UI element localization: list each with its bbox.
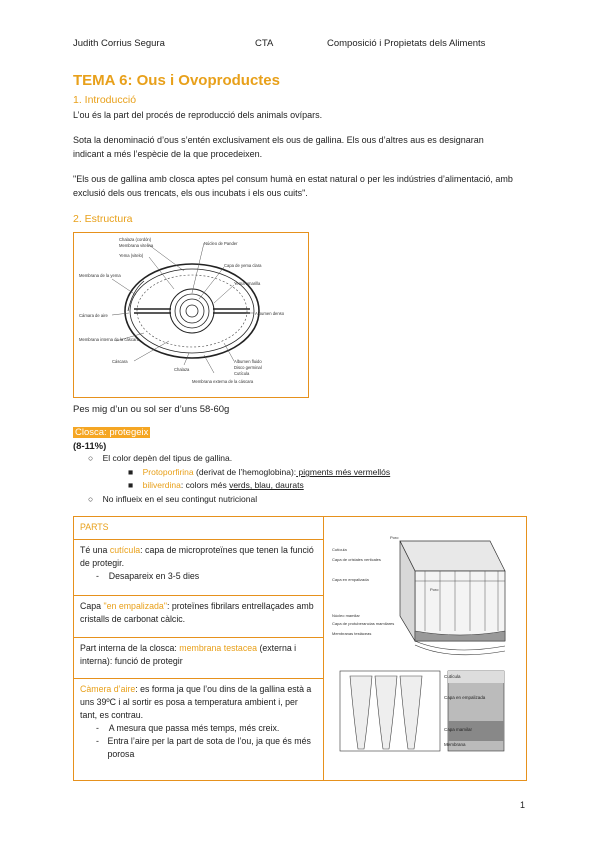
shell-label-i: Cutícula — [444, 674, 461, 679]
r3-text-a: Part interna de la closca: — [80, 642, 180, 653]
cuticula-term: cutícula — [109, 545, 141, 555]
parts-row-empalizada — [74, 596, 324, 637]
r1-text-a: Té una — [80, 545, 110, 555]
parts-header-cell — [74, 517, 324, 540]
closca-percentage: (8-11%) — [73, 441, 107, 452]
empalizada-term: "en empalizada" — [103, 601, 167, 612]
fig-label-12: Membrana externa de la cáscara — [192, 379, 254, 384]
protoporfirina-underline: pigments més vermellós — [296, 467, 391, 477]
membrana-term: membrana testacea — [179, 642, 258, 653]
closca-highlight: Closca: protegeix — [75, 427, 149, 438]
shell-image-cell — [324, 517, 527, 781]
header-author: Judith Corrius Segura — [73, 38, 165, 49]
parts-header: PARTS — [80, 522, 109, 532]
page-title: TEMA 6: Ous i Ovoproductes — [73, 72, 280, 89]
shell-structure-diagram — [330, 521, 510, 761]
fig-label-6: Yema amarilla — [234, 281, 261, 286]
shell-label-h: Membranas testáceas — [332, 631, 372, 636]
fig-label-1: Chalaza (cordón) — [119, 237, 152, 242]
page-number: 1 — [520, 800, 526, 810]
r2-text-b: : proteïnes fibrilars entrellaçades amb cristalls de carbonat càlcic. — [80, 601, 314, 625]
fig-label-5: Capa de yema clara — [224, 263, 262, 268]
fig-label-2: Membrana vitelina — [119, 243, 154, 248]
r4-sub1: A mesura que passa més temps, més creix. — [108, 722, 280, 733]
r2-text-a: Capa — [80, 601, 104, 612]
bullet-nutrition: ○ No influeix en el seu contingut nutricional — [88, 494, 258, 504]
header-topic: Composició i Propietats dels Aliments — [327, 38, 486, 49]
egg-structure-figure — [73, 232, 309, 398]
shell-label-f: Núcleo mamilar — [332, 613, 360, 618]
shell-label-b: Cutícula — [332, 547, 347, 552]
biliverdina-underline: verds, blau, daurats — [229, 480, 304, 490]
fig-label-15: Disco germinal — [234, 365, 262, 370]
fig-label-10: Membrana interna de la cáscara — [79, 337, 140, 342]
intro-paragraph-3: "Els ous de gallina amb closca aptes pel consum humà en estat natural o per les indústries d’alimentació, amb exclusió dels ous trencats, els ous incubats i els ous cuits". — [73, 174, 513, 198]
biliverdina-term: biliverdina — [142, 480, 181, 490]
fig-label-9: Albumen denso — [255, 311, 285, 316]
sub-bullet-protoporfirina: ■ Protoporfirina (derivat de l’hemoglobina): pigments més vermellós — [128, 467, 391, 477]
shell-label-c: Capa de cristales verticales — [332, 557, 381, 562]
r1-text-b: : capa de microproteïnes que tenen la funció de protegir. — [80, 545, 314, 568]
shell-label-d: Capa en empalizada — [332, 577, 369, 582]
r4-sub2: Entra l’aire per la part de sota de l’ou, ja que és més porosa — [107, 735, 311, 759]
fig-label-11: Cáscara — [112, 359, 128, 364]
shell-label-e: Poro — [430, 587, 439, 592]
parts-table — [73, 516, 527, 781]
bullet-color-text: El color depèn del tipus de gallina. — [102, 453, 233, 463]
protoporfirina-desc: (derivat de l’hemoglobina): — [193, 467, 297, 477]
fig-label-7: Membrana de la yema — [79, 273, 121, 278]
intro-paragraph-1: L’ou és la part del procés de reproducció dels animals ovípars. — [73, 110, 323, 120]
intro-paragraph-2: Sota la denominació d’ous s’entén exclusivament els ous de gallina. Els ous d’altres aus es designaran indicant a més l’espècie de la que procedeixen. — [73, 135, 484, 159]
figure-caption: Pes mig d’un ou sol ser d’uns 58-60g — [73, 404, 230, 415]
shell-label-a: Poro — [390, 535, 399, 540]
shell-label-j: Capa en empalizada — [444, 695, 486, 700]
section2-heading: 2. Estructura — [73, 213, 133, 225]
fig-label-14: Albumen fluido — [234, 359, 262, 364]
r4-text-b: : es forma ja que l’ou dins de la gallina està a uns 39ºC i al sortir es posa a temperatura ambient i, per tant, es contrau. — [80, 683, 312, 720]
parts-row-camera: Càmera d’aire: es forma ja que l’ou dins de la gallina està a uns 39ºC i al sortir es posa a temperatura ambient i, per tant, es contrau. - A mesura que passa més temps, més creix. - Entra l’aire per la part de sota de l’ou, ja que és més porosa — [74, 678, 324, 780]
shell-label-k: Capa mamilar — [444, 727, 473, 732]
fig-label-8: Cámara de aire — [79, 313, 108, 318]
header-subject: CTA — [255, 38, 274, 49]
fig-label-13: Chalaza — [174, 367, 190, 372]
bullet-nutrition-text: No influeix en el seu contingut nutricional — [102, 494, 258, 504]
r1-sub: Desapareix en 3-5 dies — [108, 571, 200, 581]
fig-label-16: Cutícula — [234, 371, 250, 376]
sub-bullet-biliverdina: ■ biliverdina: colors més verds, blau, daurats — [128, 480, 304, 490]
bullet-color: ○ El color depèn del tipus de gallina. — [88, 453, 233, 463]
shell-label-l: Membrana — [444, 742, 466, 747]
fig-label-4: Núcleo de Pander — [204, 241, 238, 246]
shell-label-g: Capa de protuberancias mamilares — [332, 621, 395, 626]
parts-row-membrana — [74, 637, 324, 678]
parts-row-cuticula: Té una cutícula: capa de microproteïnes que tenen la funció de protegir. - Desapareix en 3-5 dies — [74, 540, 324, 596]
fig-label-3: Yema (vitelo) — [119, 253, 144, 258]
protoporfirina-term: Protoporfirina — [142, 467, 194, 477]
r3-text-b: (externa i interna): funció de protegir — [80, 642, 297, 666]
section1-heading: 1. Introducció — [73, 94, 137, 106]
egg-diagram — [74, 233, 308, 397]
biliverdina-desc: : colors més — [180, 480, 230, 490]
camera-term: Càmera d’aire — [80, 683, 136, 694]
